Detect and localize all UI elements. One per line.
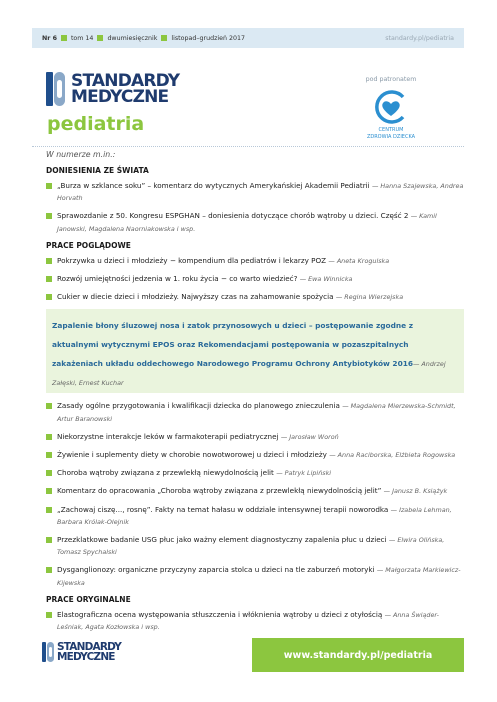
bullet-icon [46,213,52,219]
divider [32,146,464,147]
bullet-icon [46,537,52,543]
list-item: „Burza w szklance soku” – komentarz do wytycznych Amerykańskiej Akademii Pediatrii — Hanna Szajewska, Andrea Horvath [46,180,464,204]
square-icon [161,35,167,41]
section-title: PRACE ORYGINALNE [46,594,131,604]
bullet-icon [46,612,52,618]
intro-text: W numerze m.in.: [46,150,116,159]
list-item: Sprawozdanie z 50. Kongresu ESPGHAN – doniesienia dotyczące chorób wątroby u dzieci. Część 2 — Kamil Janowski, Magdalena Naorniakowska i wsp. [46,210,464,234]
org-line2: ZDROWIA DZIECKA [366,134,416,140]
list-item: Zasady ogólne przygotowania i kwalifikacji dziecka do planowego znieczulenia — Magdalena Mierzewska-Schmidt, Artur Baranowski [46,400,464,424]
frequency: dwumiesięcznik [107,34,158,42]
issue-date: listopad–grudzień 2017 [171,34,246,42]
brand-line2: MEDYCZNE [71,87,169,107]
section-title: DONIESIENIA ZE ŚWIATA [46,166,149,175]
patronage [356,76,426,141]
bullet-icon [46,452,52,458]
square-icon [61,35,67,41]
footer-url-link[interactable] [252,638,464,672]
list-item: Pokrzywka u dzieci i młodzieży − kompendium dla pediatrów i lekarzy POZ — Aneta Krogulska [46,255,464,267]
bullet-icon [46,488,52,494]
contents-list [46,150,464,639]
list-item: Przezklatkowe badanie USG płuc jako ważny element diagnostyczny zapalenia płuc u dzieci — Elwira Olińska, Tomasz Spychalski [46,534,464,558]
header-bar [32,28,464,48]
list-item: Żywienie i suplementy diety w chorobie nowotworowej u dzieci i młodzieży — Anna Raciborska, Elżbieta Rogowska [46,449,464,461]
heart-logo-icon [373,89,409,125]
bullet-icon [46,183,52,189]
list-item: Rozwój umiejętności jedzenia w 1. roku życia − co warto wiedzieć? — Ewa Winnicka [46,273,464,285]
list-item: „Zachowaj ciszę..., rosnę”. Fakty na temat hałasu w oddziale intensywnej terapii noworodka — Izabela Lehman, Barbara Królak-Olejnik [46,504,464,528]
list-item: Cukier w diecie dzieci i młodzieży. Najwyższy czas na zahamowanie spożycia — Regina Wierzejska [46,291,464,303]
list-item: Elastograficzna ocena występowania stłuszczenia i włóknienia wątroby u dzieci z otyłością — Anna Świąder-Leśniak, Agata Kozłowska i wsp. [46,609,464,633]
list-item: Choroba wątroby związana z przewlekłą niewydolnością jelit — Patryk Lipiński [46,467,464,479]
volume: tom 14 [70,34,94,42]
list-item: Komentarz do opracowania „Choroba wątroby związana z przewlekłą niewydolnością jelit” — Janusz B. Książyk [46,485,464,497]
bullet-icon [46,567,52,573]
bullet-icon [46,434,52,440]
footer-url-path: /pediatria [380,649,433,661]
header-url[interactable]: standardy.pl/pediatria [385,34,454,42]
org-line1: CENTRUM [378,127,404,133]
list-item: Dysganglionozy: organiczne przyczyny zaparcia stolca u dzieci na tle zaburzeń motoryki — Małgorzata Markiewicz-Kijewska [46,564,464,588]
featured-article: Zapalenie błony śluzowej nosa i zatok przynosowych u dzieci – postępowanie zgodne z aktualnymi wytycznymi EPOS oraz Rekomendacjami postępowania w pozaszpitalnych zakażeniach układu oddechowego Narodowego Programu Ochrony Antybiotyków 2016— Andrzej Załęski, Ernest Kuchar [46,309,464,393]
journal-name: pediatria [47,113,145,135]
logo-mark-icon [46,72,66,106]
patronage-label: pod patronatem [365,76,417,83]
footer-logo [42,642,121,662]
bullet-icon [46,470,52,476]
issue-number: Nr 6 [42,34,57,42]
list-item: Niekorzystne interakcje leków w farmakoterapii pediatrycznej — Jarosław Woroń [46,431,464,443]
bullet-icon [46,294,52,300]
footer-brand-line1: STANDARDY [57,641,122,653]
bullet-icon [46,258,52,264]
footer-brand-line2: MEDYCZNE [57,651,115,663]
bullet-icon [46,276,52,282]
bullet-icon [46,507,52,513]
square-icon [97,35,103,41]
logo-mark-icon [42,642,54,662]
section-title: PRACE POGLĄDOWE [46,240,131,250]
brand-line1: STANDARDY [71,71,180,91]
bullet-icon [46,403,52,409]
brand-logo [46,72,179,106]
footer-url-main: www.standardy.pl [283,649,381,661]
